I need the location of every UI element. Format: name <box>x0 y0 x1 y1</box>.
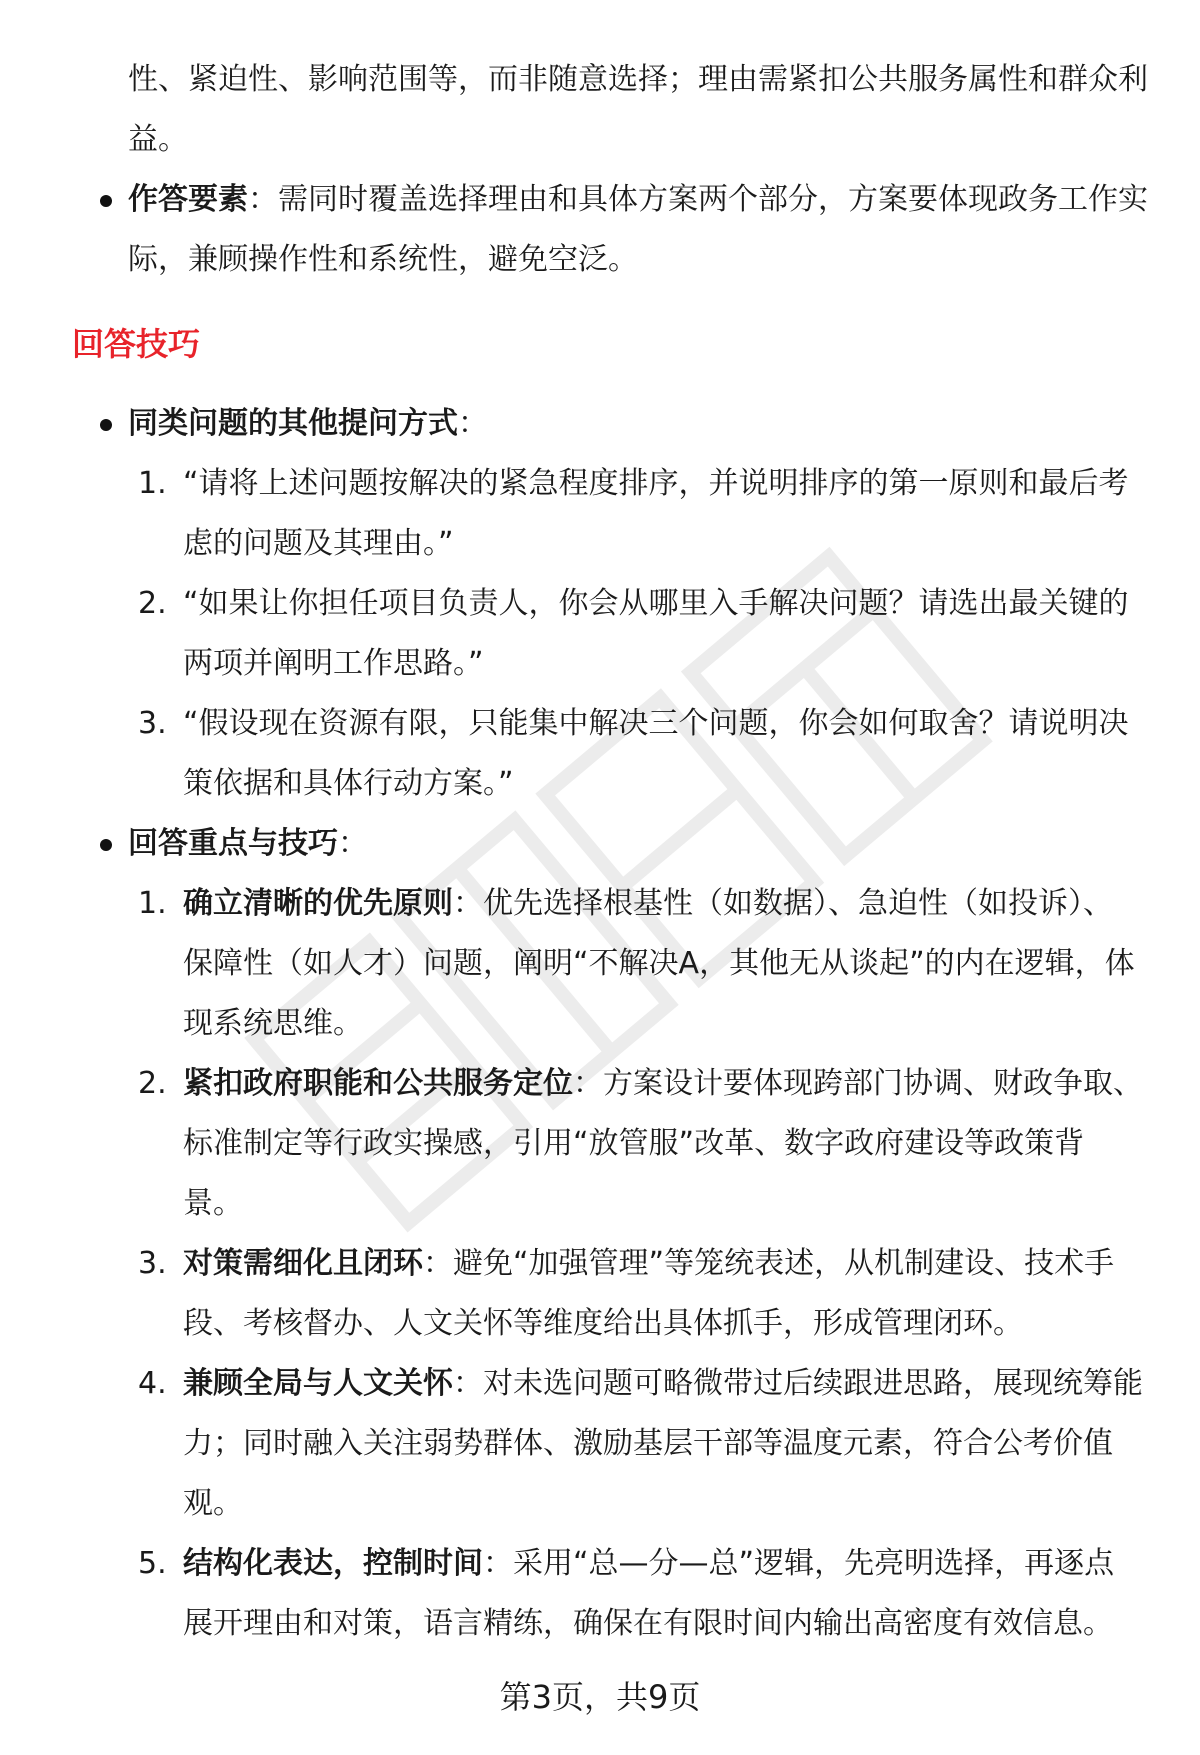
text-line: 景。 <box>183 1186 243 1221</box>
text-line: 采用“总—分—总”逻辑，先亮明选择，再逐点 <box>513 1546 1115 1581</box>
item-term: 兼顾全局与人文关怀 <box>183 1366 453 1401</box>
item-number: 3. <box>138 706 167 741</box>
bullet-term: 回答重点与技巧 <box>128 826 338 861</box>
text-line: 避免“加强管理”等笼统表述，从机制建设、技术手 <box>453 1246 1115 1281</box>
term-separator: ： <box>423 1246 453 1281</box>
text-line: 展开理由和对策，语言精练，确保在有限时间内输出高密度有效信息。 <box>183 1606 1113 1641</box>
term-separator: ： <box>483 1546 513 1581</box>
item-term: 对策需细化且闭环 <box>183 1246 423 1281</box>
item-term: 紧扣政府职能和公共服务定位 <box>183 1066 573 1101</box>
text-line: 性、紧迫性、影响范围等，而非随意选择；理由需紧扣公共服务属性和群众利 <box>128 62 1148 97</box>
item-number: 5. <box>138 1546 167 1581</box>
text-line: 需同时覆盖选择理由和具体方案两个部分，方案要体现政务工作实 <box>278 182 1148 217</box>
term-separator: ： <box>338 826 368 861</box>
text-line: 现系统思维。 <box>183 1006 363 1041</box>
text-line: “如果让你担任项目负责人，你会从哪里入手解决问题？请选出最关键的 <box>183 586 1129 621</box>
numbered-item <box>0 1054 1200 1234</box>
text-line: “请将上述问题按解决的紧急程度排序，并说明排序的第一原则和最后考 <box>183 466 1129 501</box>
term-separator: ： <box>453 1366 483 1401</box>
term-separator: ： <box>458 406 488 441</box>
numbered-item <box>0 1534 1200 1654</box>
bullet-icon <box>100 419 112 431</box>
text-line: 标准制定等行政实操感，引用“放管服”改革、数字政府建设等政策背 <box>183 1126 1085 1161</box>
bullet-term: 同类问题的其他提问方式 <box>128 406 458 441</box>
item-number: 1. <box>138 466 167 501</box>
numbered-item <box>0 1354 1200 1534</box>
text-line: 两项并阐明工作思路。” <box>183 646 484 681</box>
text-line: 虑的问题及其理由。” <box>183 526 454 561</box>
numbered-item <box>0 1234 1200 1354</box>
term-separator: ： <box>248 182 278 217</box>
numbered-item <box>0 694 1200 814</box>
numbered-item <box>0 454 1200 574</box>
bullet-key-points <box>0 814 1200 874</box>
bullet-answer-elements <box>0 170 1200 290</box>
continued-paragraph <box>0 50 1200 170</box>
item-term: 确立清晰的优先原则 <box>183 886 453 921</box>
document-content <box>0 50 1200 1654</box>
item-number: 3. <box>138 1246 167 1281</box>
item-number: 4. <box>138 1366 167 1401</box>
term-separator: ： <box>453 886 483 921</box>
page-number-footer: 第3页，共9页 <box>499 1678 701 1716</box>
numbered-item <box>0 874 1200 1054</box>
item-term: 结构化表达，控制时间 <box>183 1546 483 1581</box>
text-line: 观。 <box>183 1486 243 1521</box>
section-title: 回答技巧 <box>72 325 201 363</box>
text-line: 优先选择根基性（如数据）、急迫性（如投诉）、 <box>483 886 1113 921</box>
text-line: 对未选问题可略微带过后续跟进思路，展现统筹能 <box>483 1366 1143 1401</box>
text-line: 保障性（如人才）问题，阐明“不解决A，其他无从谈起”的内在逻辑，体 <box>183 946 1135 981</box>
text-line: 段、考核督办、人文关怀等维度给出具体抓手，形成管理闭环。 <box>183 1306 1023 1341</box>
text-line: 力；同时融入关注弱势群体、激励基层干部等温度元素，符合公考价值 <box>183 1426 1113 1461</box>
bullet-term: 作答要素 <box>128 182 248 217</box>
item-number: 1. <box>138 886 167 921</box>
term-separator: ： <box>573 1066 603 1101</box>
text-line: 方案设计要体现跨部门协调、财政争取、 <box>603 1066 1143 1101</box>
text-line: 际，兼顾操作性和系统性，避免空泛。 <box>128 242 638 277</box>
bullet-similar-questions <box>0 394 1200 454</box>
bullet-icon <box>100 195 112 207</box>
text-line: 益。 <box>128 122 188 157</box>
item-number: 2. <box>138 1066 167 1101</box>
item-number: 2. <box>138 586 167 621</box>
text-line: “假设现在资源有限，只能集中解决三个问题，你会如何取舍？请说明决 <box>183 706 1129 741</box>
bullet-icon <box>100 839 112 851</box>
text-line: 策依据和具体行动方案。” <box>183 766 514 801</box>
numbered-item <box>0 574 1200 694</box>
